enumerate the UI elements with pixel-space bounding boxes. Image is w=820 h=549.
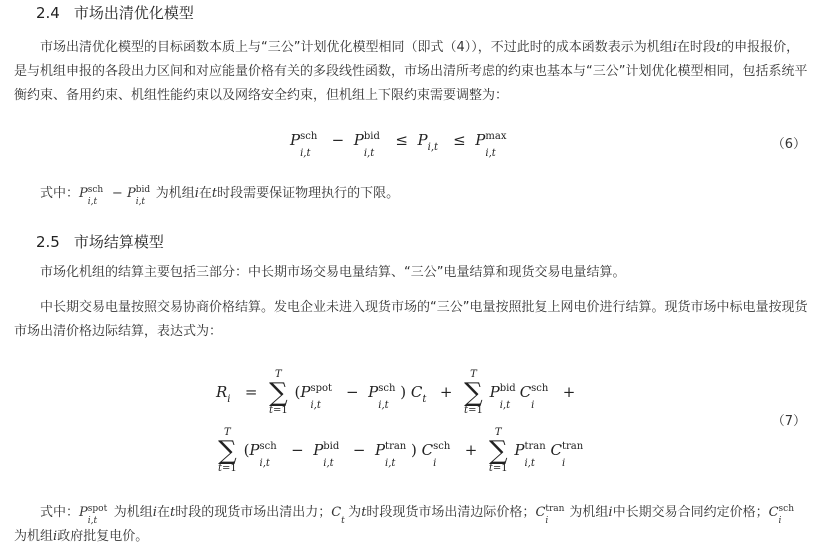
section-title: 市场出清优化模型 [73, 4, 194, 22]
equation-7-line-2: T ∑ t=1 (P sch i,t − P bid i,t − P tran i,t ) C sch i + T ∑ t=1 P tran i,t C tran i [218, 427, 584, 474]
equation-number-7: （7） [771, 414, 806, 429]
equation-6: P sch i,t − P bid i,t ≤ P i,t ≤ P max i,t [290, 131, 507, 159]
paragraph-market-clearing: 市场出清优化模型的目标函数本质上与“三公”计划优化模型相同（即式（4）），不过此时的成本函数表示为机组i在时段t的申报报价，是与机组申报的各段出力区间和对应能量价格有关的多段线性函数，市场出清所考虑的约束也基本与“三公”计划优化模型相同，包括系统平衡约束、备用约束、机组性能约束以及网络安全约束，但机组上下限约束需要调整为： [14, 40, 808, 103]
paragraph-where-7: 式中：P spot i,t 为机组i在t时段的现货市场出清出力；C t 为t时段现货市场出清边际价格；C tran i 为机组i中长期交易合同约定价格；C sch i 为机组i政府批复电价。 [14, 503, 795, 544]
section-heading-2-5 [36, 231, 164, 252]
section-number: 2.4 [36, 4, 60, 22]
equation-number-6: （6） [771, 137, 806, 152]
paragraph-where-6: 式中：P sch i,t − P bid i,t 为机组i在t时段需要保证物理执行的下限。 [40, 184, 400, 207]
section-title: 市场结算模型 [73, 233, 164, 251]
paragraph-settlement-parts: 市场化机组的结算主要包括三部分：中长期市场交易电量结算、“三公”电量结算和现货交易电量结算。 [40, 265, 626, 280]
equation-7-line-1: R i = T ∑ t=1 (P spot i,t − P sch i,t ) C t + T ∑ t=1 P bid i,t C sch i + [216, 369, 576, 416]
section-number: 2.5 [36, 233, 60, 251]
paragraph-settlement-method: 中长期交易电量按照交易协商价格结算。发电企业未进入现货市场的“三公”电量按照批复上网电价进行结算。现货市场中标电量按现货市场出清价格边际结算，表达式为： [14, 300, 808, 339]
section-heading-2-4 [36, 2, 194, 23]
